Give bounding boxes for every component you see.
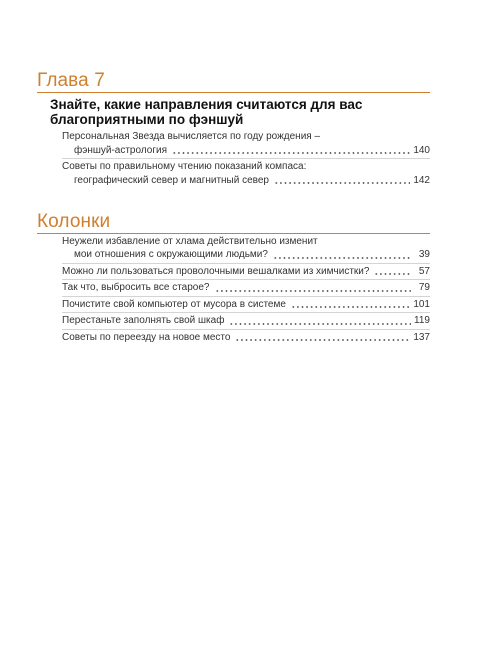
toc-entry-row [62,174,430,188]
page-number: 39 [418,249,430,260]
dot-leader [291,306,410,308]
dot-leader [274,182,410,184]
toc-entry [62,279,430,296]
chapter-title-line: благоприятными по фэншуй [50,112,244,127]
toc-entry-text: Неужели избавление от хлама действительно изменит [62,235,318,247]
chapter-title [50,97,430,127]
chapter-section [37,70,430,188]
page-number: 140 [413,144,430,156]
toc-entry-text: Советы по правильному чтению показаний компаса: [62,161,307,172]
toc-entry-row [62,281,430,295]
toc-content [37,70,430,345]
toc-entry [62,312,430,329]
toc-entry-row [62,314,430,328]
chapter-entries [62,129,430,188]
toc-entry-text: Так что, выбросить все старое? [62,282,210,293]
toc-entry-row [62,331,430,345]
toc-entry-text: Персональная Звезда вычисляется по году рождения – [62,131,321,142]
toc-entry [62,296,430,313]
dot-leader [374,273,411,275]
dot-leader [235,339,410,341]
dot-leader [273,257,411,259]
page-number: 79 [418,282,430,293]
toc-entry [62,158,430,188]
toc-entry-text: мои отношения с окружающими людьми? [74,249,268,260]
toc-entry-text: фэншуй-астрология [74,144,167,156]
dot-leader [215,290,412,292]
toc-entry [62,329,430,346]
toc-entry-row [62,248,430,262]
toc-entry-row [62,144,430,158]
toc-entry-text: Перестаньте заполнять свой шкаф [62,315,225,326]
chapter-label: Глава 7 [37,70,430,93]
page-number: 119 [414,315,430,326]
sidebars-label: Колонки [37,211,430,234]
page-number: 57 [418,265,430,277]
toc-entry [62,263,430,280]
toc-entry-row [62,265,430,279]
sidebars-section [37,211,430,346]
toc-entry-text: географический север и магнитный север [74,174,269,186]
toc-entry-text: Можно ли пользоваться проволочными вешалками из химчистки? [62,265,370,277]
page-number: 142 [413,174,430,186]
chapter-title-line: Знайте, какие направления считаются для вас [50,97,363,112]
toc-entry-text: Советы по переезду на новое место [62,331,231,343]
toc-entry-text: Почистите свой компьютер от мусора в системе [62,298,286,310]
toc-entry [62,129,430,158]
sidebar-entries [62,234,430,346]
page-number: 101 [413,298,430,310]
dot-leader [172,152,410,154]
toc-entry [62,234,430,263]
page-number: 137 [413,331,430,343]
toc-entry-row [62,298,430,312]
dot-leader [229,323,411,325]
